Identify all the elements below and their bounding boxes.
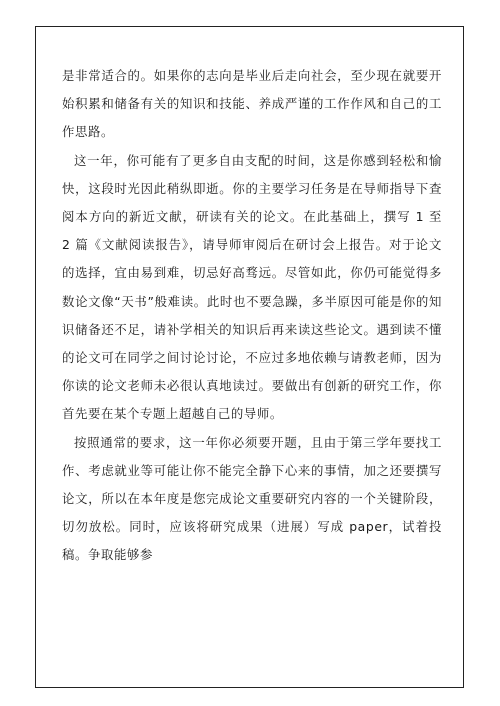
paragraph: 这一年，你可能有了更多自由支配的时间，这是你感到轻松和愉快，这段时光因此稍纵即逝。你的主要学习任务是在导师指导下查阅本方向的新近文献，研读有关的论文。在此基础上，撰写 1 至 2 篇《文献阅读报告》，请导师审阅后在研讨会上报告。对于论文的选择，宜由易到难，切忌好高骛远。尽管如此，你仍可能觉得多数论文像“天书”般难读。此时也不要急躁，多半原因可能是你的知识储备还不足，请补学相关的知识后再来读这些论文。遇到读不懂的论文可在同学之间讨论讨论，不应过多地依赖与请教老师，因为你读的论文老师未必很认真地读过。要做出有创新的研究工作，你首先要在某个专题上超越自己的导师。 (62, 152, 442, 422)
paragraph: 是非常适合的。如果你的志向是毕业后走向社会，至少现在就要开始积累和储备有关的知识和技能、养成严谨的工作作风和自己的工作思路。 (62, 68, 442, 140)
document-body (62, 62, 442, 570)
paragraph: 按照通常的要求，这一年你必须要开题，且由于第三学年要找工作、考虑就业等可能让你不能完全静下心来的事情，加之还要撰写论文，所以在本年度是您完成论文重要研究内容的一个关键阶段，切勿放松。同时，应该将研究成果（进展）写成 paper，试着投稿。争取能够参 (62, 434, 442, 563)
